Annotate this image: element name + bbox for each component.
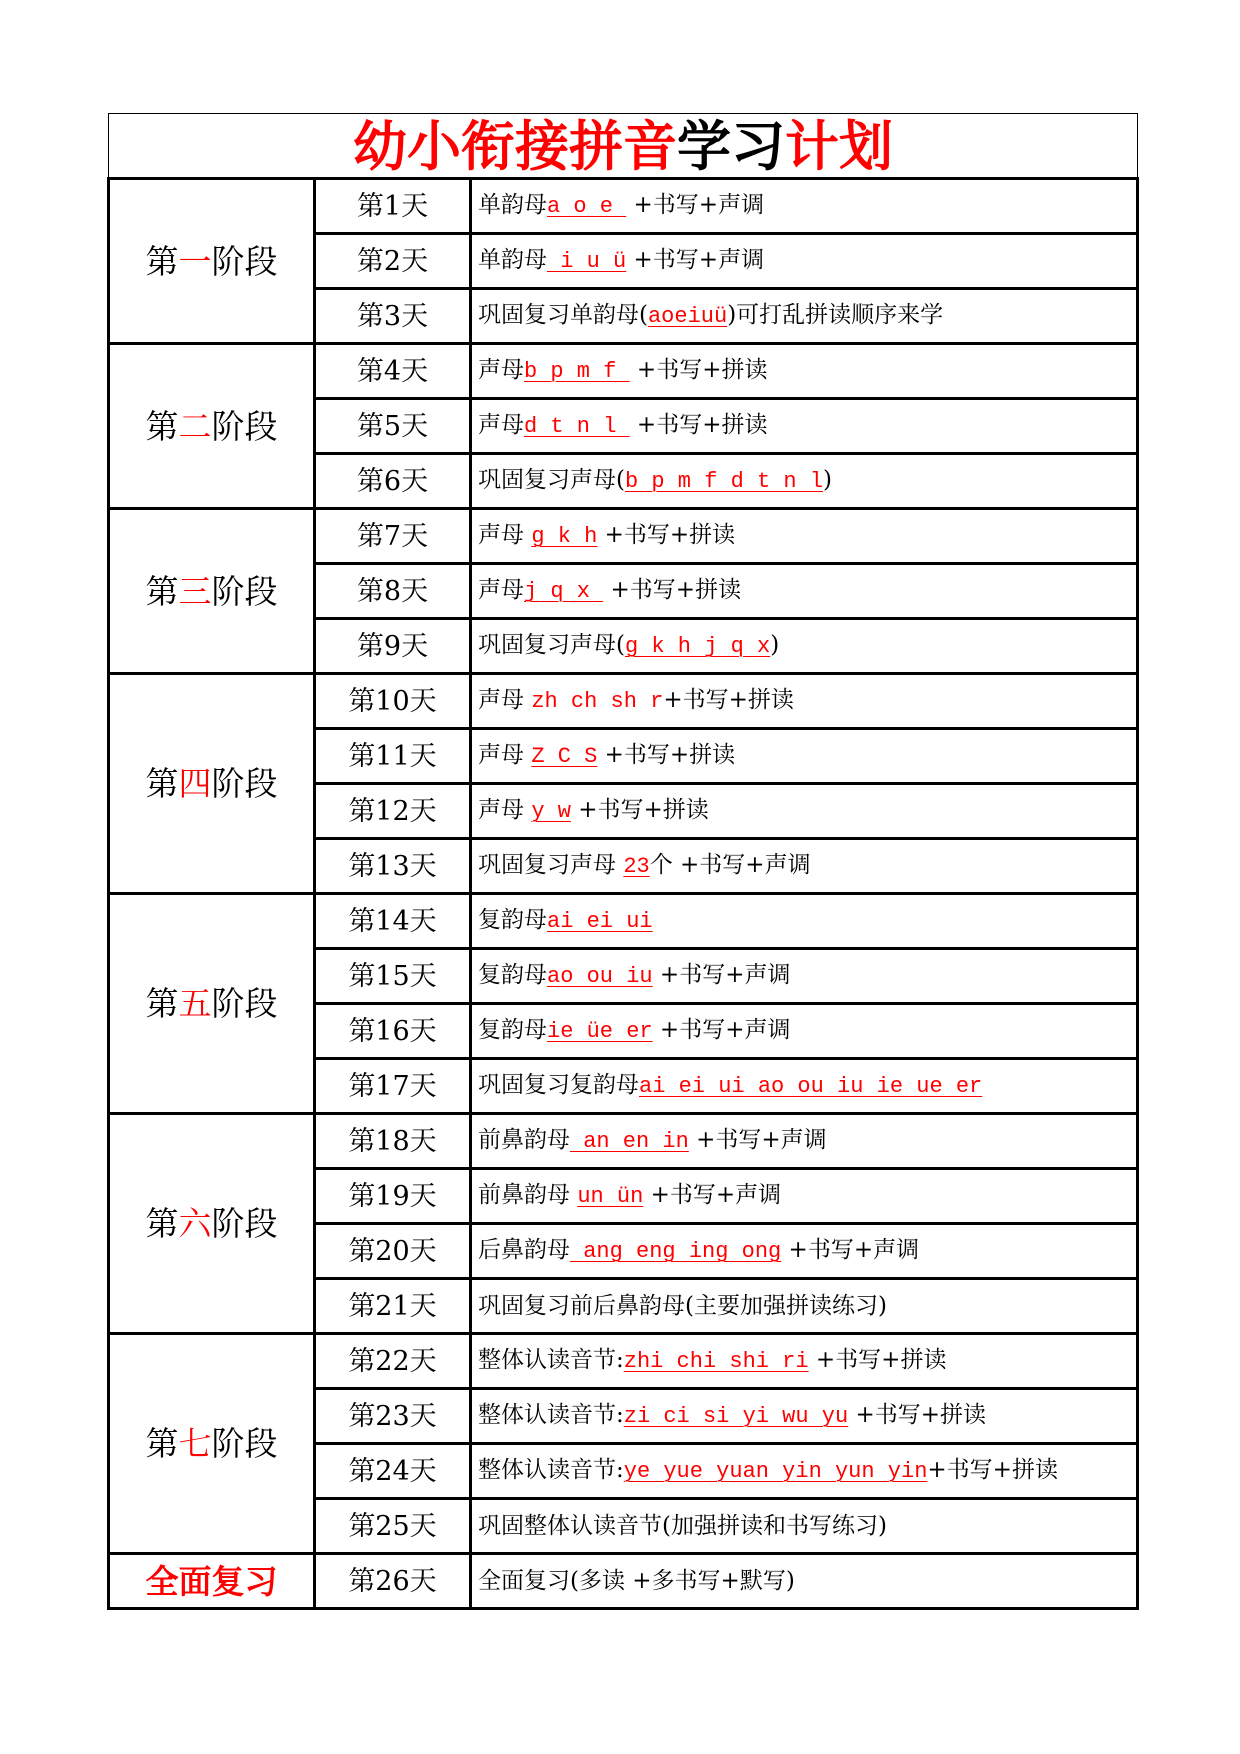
- plan-text: 单韵母: [478, 247, 547, 273]
- plan-row: [109, 674, 1138, 729]
- stage-label-highlight: 五: [178, 984, 212, 1023]
- plan-text: 全面复习(多读 +多书写+默写): [478, 1567, 795, 1594]
- stage-label-text: 阶段: [211, 571, 278, 611]
- stage-label-text: 第: [145, 241, 179, 281]
- plan-text: +书写+拼读: [663, 687, 794, 713]
- plan-row: [109, 179, 1138, 234]
- day-label: 第26天: [315, 1554, 471, 1609]
- plan-text: +书写+声调: [652, 1017, 791, 1043]
- stage-label-cell: [109, 179, 315, 344]
- day-label: 第14天: [315, 894, 471, 949]
- plan-content-cell: [471, 1279, 1138, 1334]
- stage-label-text: 阶段: [211, 1204, 278, 1243]
- pinyin-highlight: aoeiuü: [647, 304, 728, 329]
- day-label: 第13天: [315, 839, 471, 894]
- plan-text: 前鼻韵母: [478, 1182, 578, 1208]
- plan-text: 复韵母: [478, 962, 547, 988]
- pinyin-highlight: zi ci si yi wu yu: [623, 1404, 849, 1429]
- plan-text: +书写+声调: [652, 962, 791, 988]
- plan-text: +书写+声调: [688, 1127, 827, 1153]
- plan-text: ): [770, 632, 780, 658]
- plan-text: 声母: [478, 412, 524, 438]
- plan-content-cell: [471, 839, 1138, 894]
- plan-content-cell: [471, 1444, 1138, 1499]
- stage-label-text: 第: [145, 1204, 179, 1243]
- plan-text: 巩固整体认读音节(加强拼读和书写练习): [478, 1512, 887, 1539]
- pinyin-highlight: g k h: [531, 524, 598, 549]
- day-label: 第4天: [315, 344, 471, 399]
- stage-label-text: 阶段: [211, 406, 278, 446]
- day-label: 第12天: [315, 784, 471, 839]
- day-label: 第18天: [315, 1114, 471, 1169]
- plan-text: 复韵母: [478, 907, 547, 933]
- plan-row: [109, 509, 1138, 564]
- plan-text: 个 +书写+声调: [649, 852, 811, 878]
- stage-label-text: 第: [145, 984, 179, 1023]
- plan-content-cell: [471, 564, 1138, 619]
- stage-label-text: 阶段: [211, 984, 278, 1023]
- plan-text: 巩固复习复韵母: [478, 1072, 639, 1098]
- plan-text: +书写+拼读: [597, 522, 736, 548]
- day-label: 第11天: [315, 729, 471, 784]
- day-label: 第22天: [315, 1334, 471, 1389]
- study-plan-table: [107, 113, 1139, 1610]
- plan-text: )可打乱拼读顺序来学: [727, 302, 944, 328]
- plan-content-cell: [471, 179, 1138, 234]
- plan-text: 整体认读音节:: [478, 1457, 624, 1483]
- pinyin-highlight: Z C S: [531, 744, 598, 769]
- page-title: [109, 114, 1138, 179]
- plan-content-cell: [471, 1169, 1138, 1224]
- page-title-part: 幼小衔接拼音: [353, 113, 677, 178]
- plan-content-cell: [471, 894, 1138, 949]
- plan-text: 声母: [478, 357, 524, 383]
- plan-text: +书写+拼读: [927, 1457, 1058, 1483]
- plan-text: +书写+声调: [643, 1182, 782, 1208]
- plan-text: +书写+声调: [781, 1237, 920, 1263]
- plan-content-cell: [471, 1114, 1138, 1169]
- page-title-part: 学习: [677, 113, 785, 178]
- plan-row: [109, 1334, 1138, 1389]
- pinyin-highlight: 23: [623, 854, 650, 879]
- day-label: 第1天: [315, 179, 471, 234]
- plan-text: 巩固复习单韵母(: [478, 302, 648, 328]
- plan-text: +书写+拼读: [603, 577, 742, 603]
- pinyin-highlight: zhi chi shi ri: [623, 1349, 809, 1374]
- day-label: 第23天: [315, 1389, 471, 1444]
- stage-label-cell: [109, 894, 315, 1114]
- plan-text: 前鼻韵母: [478, 1127, 570, 1153]
- pinyin-highlight: un ün: [577, 1184, 644, 1209]
- stage-label-cell: [109, 344, 315, 509]
- plan-text: 单韵母: [478, 192, 547, 218]
- pinyin-highlight: ao ou iu: [547, 964, 653, 989]
- stage-label-highlight: 一: [178, 241, 212, 281]
- plan-content-cell: [471, 1059, 1138, 1114]
- day-label: 第25天: [315, 1499, 471, 1554]
- plan-text: 后鼻韵母: [478, 1237, 570, 1263]
- plan-text: 声母: [478, 522, 532, 548]
- day-label: 第8天: [315, 564, 471, 619]
- stage-label-text: 第: [145, 1424, 179, 1463]
- day-label: 第24天: [315, 1444, 471, 1499]
- plan-content-cell: [471, 234, 1138, 289]
- day-label: 第10天: [315, 674, 471, 729]
- plan-content-cell: [471, 784, 1138, 839]
- plan-text: +书写+拼读: [629, 357, 768, 383]
- stage-label-text: 阶段: [211, 764, 278, 803]
- plan-text: 声母: [478, 797, 532, 823]
- plan-text: 巩固复习声母(: [478, 467, 625, 493]
- table-header: [109, 114, 1138, 179]
- stage-label-text: 第: [145, 406, 179, 446]
- plan-text: 整体认读音节:: [478, 1347, 624, 1373]
- page-title-part: 计划: [785, 113, 893, 178]
- plan-text: 巩固复习声母: [478, 852, 624, 878]
- plan-text: 巩固复习声母(: [478, 632, 625, 658]
- plan-row: [109, 1554, 1138, 1609]
- plan-content-cell: [471, 344, 1138, 399]
- pinyin-highlight: zh ch sh r: [531, 689, 664, 714]
- pinyin-highlight: b p m f d t n l: [624, 469, 824, 494]
- pinyin-highlight: g k h j q x: [624, 634, 771, 659]
- plan-text: +书写+拼读: [808, 1347, 947, 1373]
- plan-content-cell: [471, 1389, 1138, 1444]
- plan-row: [109, 344, 1138, 399]
- plan-text: 整体认读音节:: [478, 1402, 624, 1428]
- plan-content-cell: [471, 674, 1138, 729]
- day-label: 第19天: [315, 1169, 471, 1224]
- day-label: 第7天: [315, 509, 471, 564]
- plan-content-cell: [471, 1224, 1138, 1279]
- plan-content-cell: [471, 729, 1138, 784]
- plan-text: +书写+声调: [626, 247, 765, 273]
- plan-row: [109, 894, 1138, 949]
- plan-content-cell: [471, 1554, 1138, 1609]
- pinyin-highlight: ai ei ui: [547, 909, 653, 934]
- stage-label-text: 阶段: [211, 1424, 278, 1463]
- stage-label-highlight: 四: [178, 764, 212, 803]
- stage-label-cell: [109, 1334, 315, 1554]
- stage-label-cell: [109, 1554, 315, 1609]
- pinyin-highlight: ie üe er: [547, 1019, 653, 1044]
- day-label: 第5天: [315, 399, 471, 454]
- plan-content-cell: [471, 509, 1138, 564]
- stage-label-text: 第: [145, 571, 179, 611]
- stage-label-highlight: 二: [178, 406, 212, 446]
- stage-label-text: 阶段: [211, 241, 278, 281]
- plan-content-cell: [471, 619, 1138, 674]
- pinyin-highlight: i u ü: [547, 249, 627, 274]
- day-label: 第2天: [315, 234, 471, 289]
- plan-row: [109, 1114, 1138, 1169]
- plan-text: +书写+声调: [626, 192, 765, 218]
- plan-text: +书写+拼读: [597, 742, 736, 768]
- plan-table-body: [109, 179, 1138, 1609]
- day-label: 第20天: [315, 1224, 471, 1279]
- stage-label-highlight: 七: [178, 1424, 212, 1463]
- day-label: 第3天: [315, 289, 471, 344]
- pinyin-highlight: d t n l: [524, 414, 630, 439]
- pinyin-highlight: ai ei ui ao ou iu ie ue er: [639, 1074, 983, 1099]
- day-label: 第9天: [315, 619, 471, 674]
- day-label: 第21天: [315, 1279, 471, 1334]
- pinyin-highlight: b p m f: [524, 359, 630, 384]
- pinyin-highlight: an en in: [570, 1129, 689, 1154]
- plan-content-cell: [471, 1334, 1138, 1389]
- plan-text: +书写+拼读: [848, 1402, 987, 1428]
- pinyin-highlight: y w: [531, 799, 571, 824]
- plan-text: ): [823, 467, 833, 493]
- plan-text: 复韵母: [478, 1017, 547, 1043]
- plan-content-cell: [471, 1004, 1138, 1059]
- pinyin-highlight: a o e: [547, 194, 627, 219]
- title-row: [109, 114, 1138, 179]
- plan-content-cell: [471, 1499, 1138, 1554]
- plan-content-cell: [471, 289, 1138, 344]
- stage-label-highlight: 全面复习: [145, 1561, 278, 1601]
- plan-text: +书写+拼读: [570, 797, 709, 823]
- day-label: 第15天: [315, 949, 471, 1004]
- stage-label-highlight: 三: [178, 571, 212, 611]
- plan-text: 声母: [478, 742, 532, 768]
- plan-text: 声母: [478, 687, 532, 713]
- plan-content-cell: [471, 949, 1138, 1004]
- stage-label-highlight: 六: [178, 1204, 212, 1243]
- plan-content-cell: [471, 454, 1138, 509]
- pinyin-highlight: j q x: [524, 579, 604, 604]
- plan-text: +书写+拼读: [629, 412, 768, 438]
- stage-label-cell: [109, 509, 315, 674]
- stage-label-cell: [109, 1114, 315, 1334]
- plan-text: 巩固复习前后鼻韵母(主要加强拼读练习): [478, 1292, 887, 1319]
- pinyin-highlight: ye yue yuan yin yun yin: [623, 1459, 928, 1484]
- stage-label-text: 第: [145, 764, 179, 803]
- day-label: 第6天: [315, 454, 471, 509]
- plan-text: 声母: [478, 577, 524, 603]
- plan-content-cell: [471, 399, 1138, 454]
- stage-label-cell: [109, 674, 315, 894]
- day-label: 第17天: [315, 1059, 471, 1114]
- day-label: 第16天: [315, 1004, 471, 1059]
- pinyin-highlight: ang eng ing ong: [570, 1239, 782, 1264]
